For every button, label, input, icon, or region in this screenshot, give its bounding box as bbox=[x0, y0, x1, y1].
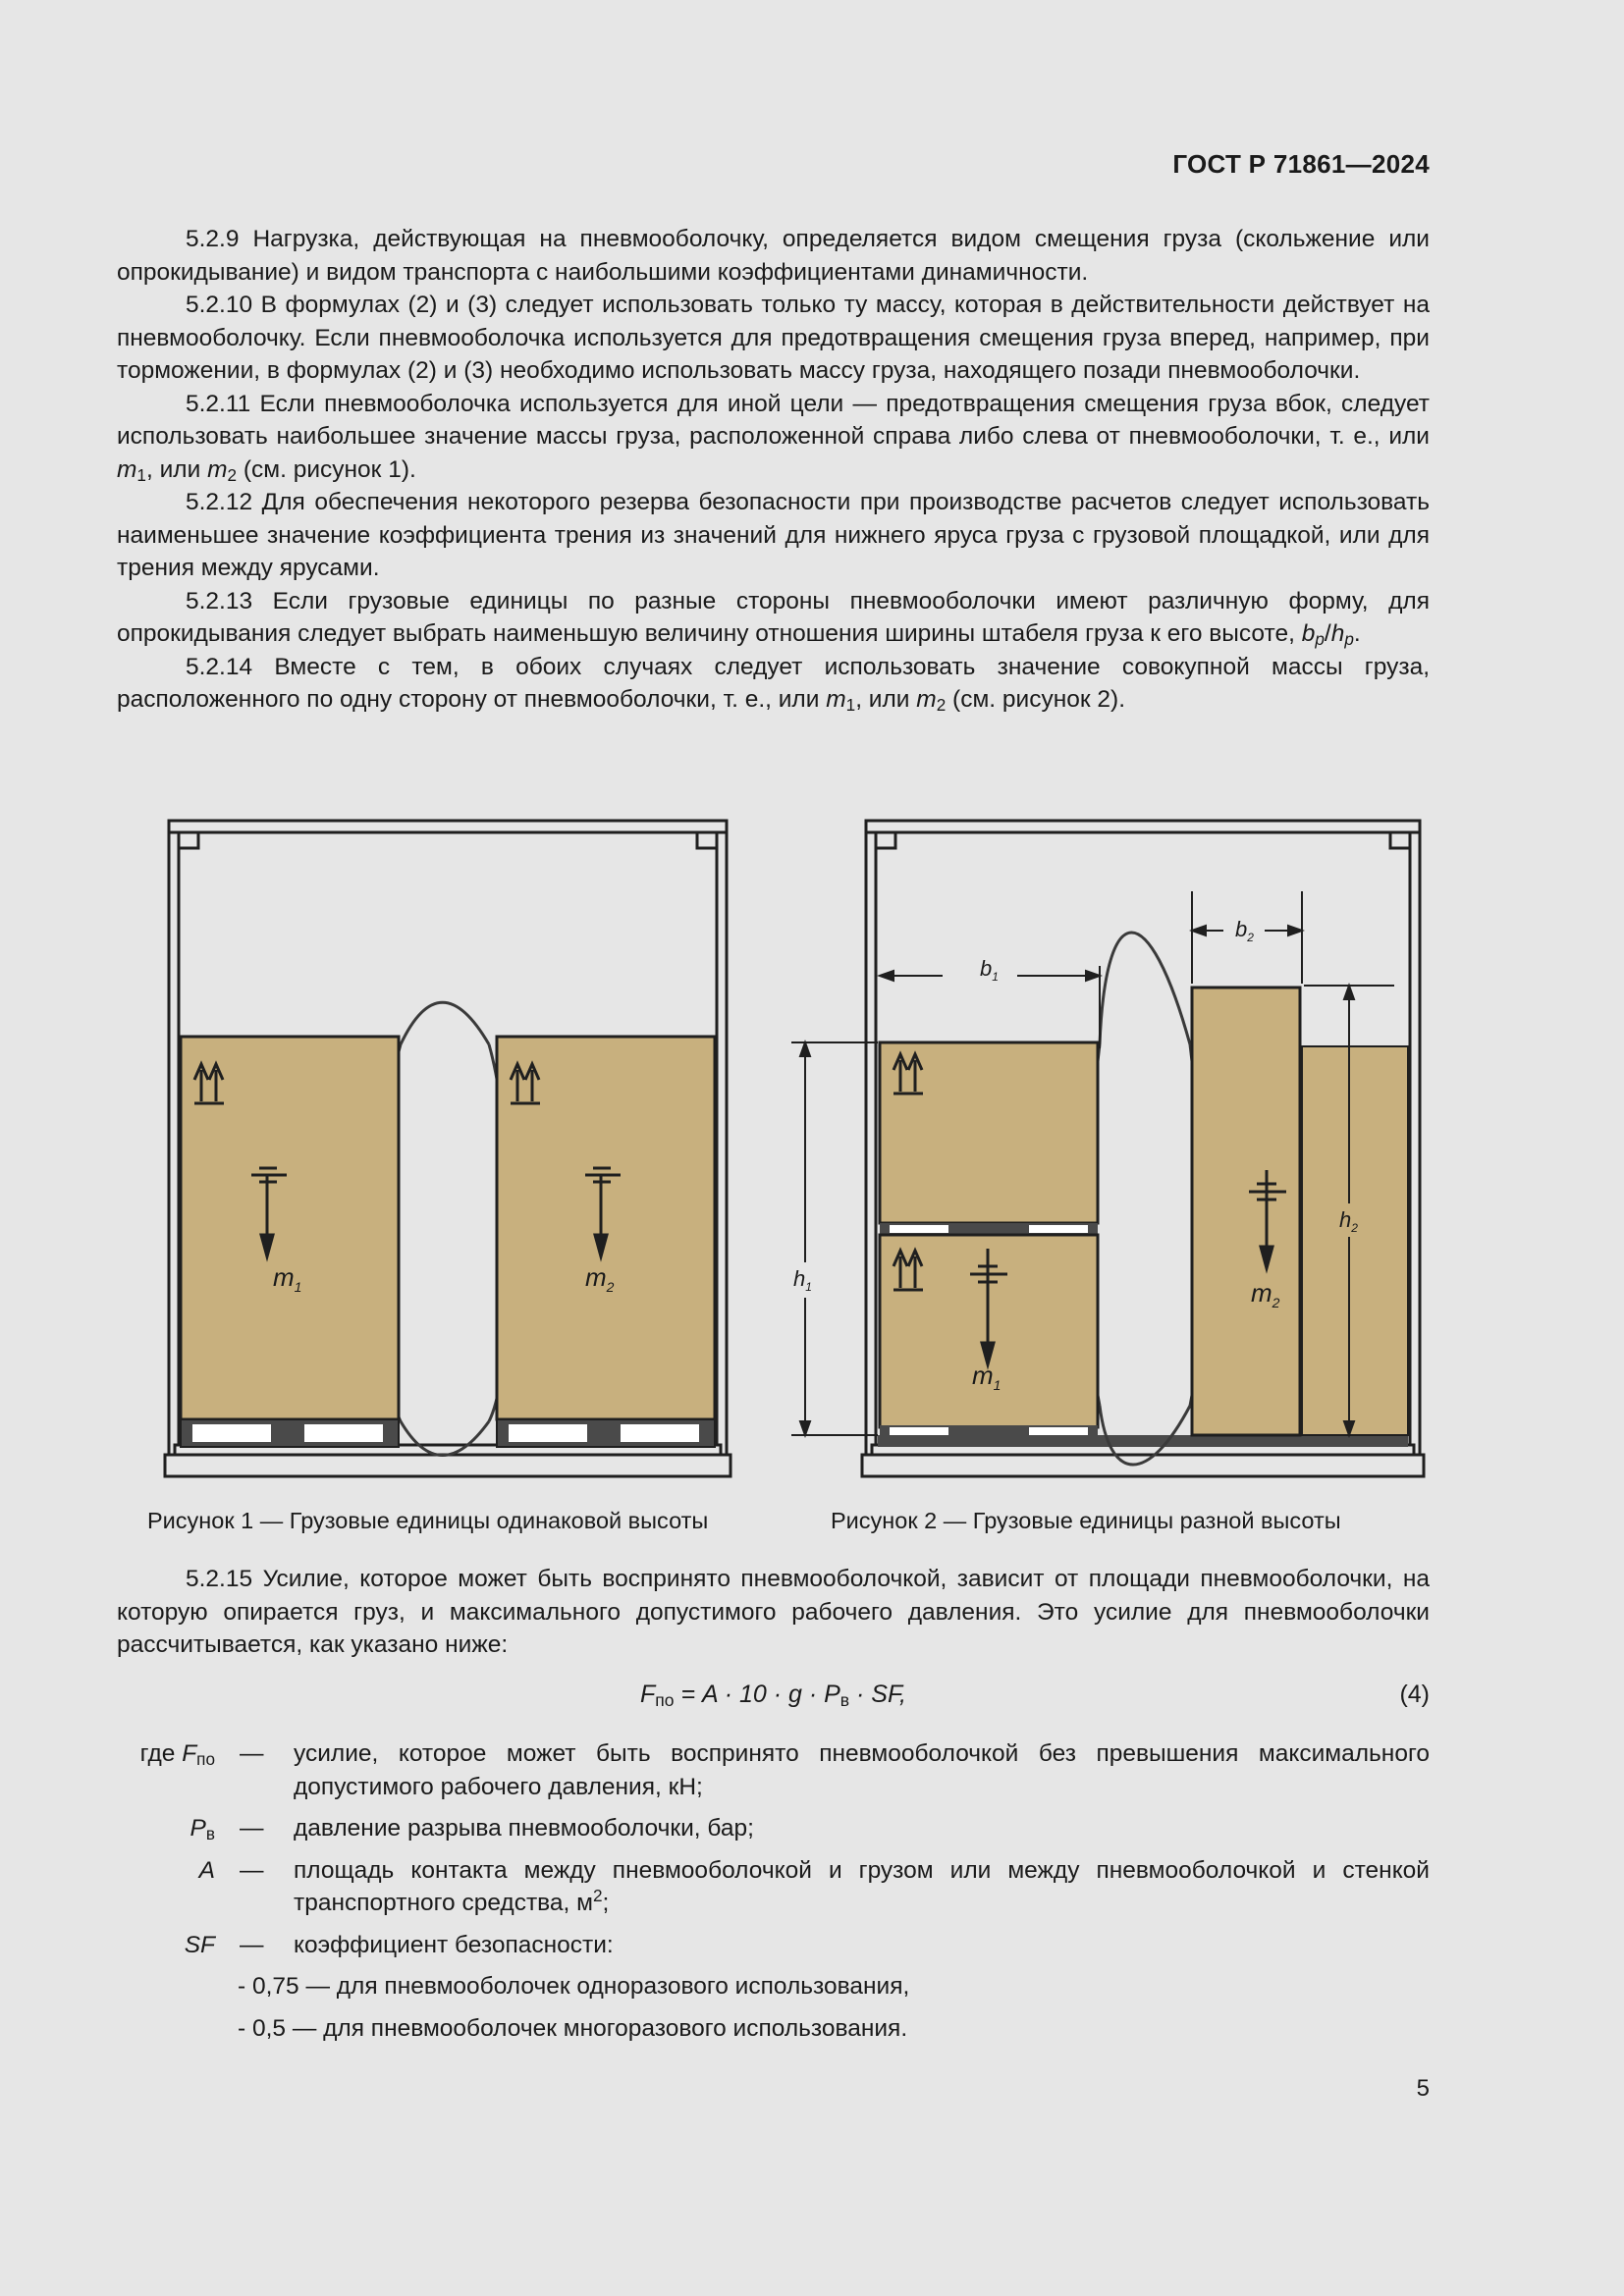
svg-text:m2: $m_2$ bbox=[1251, 1278, 1280, 1310]
cargo-unit-stacked-lower bbox=[880, 1235, 1098, 1437]
body-text bbox=[117, 223, 1430, 717]
cargo-unit-tall bbox=[1192, 988, 1300, 1435]
figure-1-caption: Рисунок 1 — Грузовые единицы одинаковой высоты bbox=[147, 1508, 709, 1533]
paragraph-5-2-11: 5.2.11 Если пневмооболочка используется для иной цели — предотвращения смещения груза вбок, следует использовать наибольшее значение массы груза, расположенной справа либо слева от пневмооболочки, т. е., или $m_1$, или $m_2$ (см. рисунок 1). bbox=[117, 390, 1430, 485]
cargo-unit-wall-side bbox=[1302, 1046, 1408, 1435]
paragraph-5-2-13: 5.2.13 Если грузовые единицы по разные стороны пневмооболочки имеют различную форму, для опрокидывания следует выбрать наименьшую величину отношения ширины штабеля груза к его высоте, $b_p/h_p$. bbox=[117, 587, 1430, 649]
cargo-unit-left bbox=[181, 1037, 399, 1447]
svg-text:h1: $h_1$ bbox=[793, 1266, 812, 1294]
definition-row: $P_в$ — давление разрыва пневмооболочки, бар; bbox=[189, 1815, 754, 1843]
list-item: - 0,5 — для пневмооболочек многоразового использования. bbox=[238, 2014, 908, 2042]
definition-row: A — площадь контакта между пневмооболочкой и грузом или между пневмооболочкой и стенкой транспортного средства, $м^2$; bbox=[198, 1856, 1430, 1916]
figure-2-caption: Рисунок 2 — Грузовые единицы разной высоты bbox=[831, 1508, 1341, 1533]
formula-4 bbox=[117, 1681, 1430, 1716]
svg-text:h2: $h_2$ bbox=[1339, 1207, 1358, 1235]
formula-number: (4) bbox=[1399, 1681, 1430, 1708]
figure-1-diagram bbox=[157, 817, 746, 1490]
svg-text:m1: $m_1$ bbox=[972, 1361, 1001, 1393]
figure-2-diagram bbox=[785, 817, 1434, 1490]
svg-text:m1: $m_1$ bbox=[273, 1262, 302, 1295]
svg-text:b1: $b_1$ bbox=[980, 956, 999, 984]
airbag-outline bbox=[1085, 933, 1205, 1465]
definition-row: SF — коэффициент безопасности: bbox=[184, 1931, 614, 1958]
cargo-unit-right bbox=[497, 1037, 715, 1447]
paragraph-5-2-12: 5.2.12 Для обеспечения некоторого резерва безопасности при производстве расчетов следует использовать наименьшее значение коэффициента трения из значений для нижнего яруса груза с грузовой площадкой, или для трения между ярусами. bbox=[117, 489, 1430, 581]
paragraph-5-2-14: 5.2.14 Вместе с тем, в обоих случаях следует использовать значение совокупной массы груза, расположенного по одну сторону от пневмооболочки, т. е., или $m_1$, или $m_2$ (см. рисунок 2). bbox=[117, 653, 1430, 715]
paragraph-5-2-10: 5.2.10 В формулах (2) и (3) следует использовать только ту массу, которая в действительности действует на пневмооболочку. Если пневмооболочка используется для предотвращения смещения груза вперед, например, при торможении, в формулах (2) и (3) необходимо использовать массу груза, находящего позади пневмооболочки. bbox=[117, 292, 1430, 384]
svg-text:b2: $b_2$ bbox=[1235, 917, 1254, 944]
page-number: 5 bbox=[1416, 2075, 1430, 2102]
svg-text:m2: $m_2$ bbox=[585, 1262, 615, 1295]
paragraph-5-2-15: 5.2.15 Усилие, которое может быть воспринято пневмооболочкой, зависит от площади пневмооболочки, на которую опирается груз, и максимального допустимого рабочего давления. Это усилие для пневмооболочки рассчитывается, как указано ниже: bbox=[117, 1566, 1430, 1658]
page-header: ГОСТ Р 71861—2024 bbox=[1172, 149, 1430, 179]
formula-expression: $F_{по} = A \cdot 10 \cdot g \cdot P_в$ · SF, bbox=[640, 1681, 906, 1710]
cargo-unit-stacked-upper bbox=[880, 1042, 1098, 1235]
definition-row: где $F_{по}$ — усилие, которое может быть воспринято пневмооболочкой без превышения максимального допустимого рабочего давления, кН; bbox=[139, 1740, 1430, 1800]
paragraph-5-2-15-block bbox=[117, 1563, 1430, 1662]
list-item: - 0,75 — для пневмооболочек одноразового использования, bbox=[238, 1973, 910, 2000]
paragraph-5-2-9: 5.2.9 Нагрузка, действующая на пневмооболочку, определяется видом смещения груза (скольжение или опрокидывание) и видом транспорта с наибольшими коэффициентами динамичности. bbox=[117, 226, 1430, 286]
definitions-list bbox=[117, 1737, 1430, 2054]
